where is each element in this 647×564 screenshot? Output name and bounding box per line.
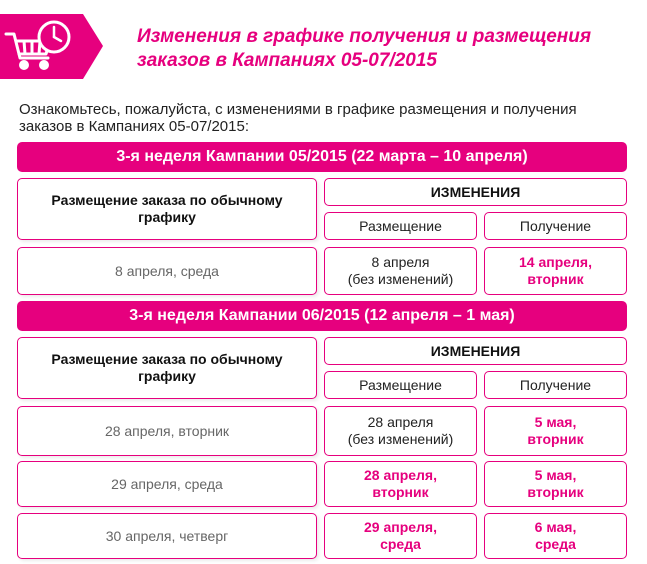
table-2-col-changes-header: ИЗМЕНЕНИЯ (324, 337, 627, 365)
page-title: Изменения в графике получения и размещения заказов в Кампаниях 05-07/2015 (137, 26, 592, 71)
table-1-row-1-receipt: 14 апреля, вторник (484, 247, 627, 295)
logo (0, 14, 103, 79)
table-2-row-3-placement: 29 апреля, среда (324, 513, 477, 559)
table-1-row-1-regular: 8 апреля, среда (17, 247, 317, 295)
table-2-col-regular-header: Размещение заказа по обычному графику (17, 337, 317, 399)
table-1-col-regular-header: Размещение заказа по обычному графику (17, 178, 317, 240)
table-2-row-1-receipt: 5 мая, вторник (484, 406, 627, 456)
table-2-heading: 3-я неделя Кампании 06/2015 (12 апреля – 1 мая) (17, 301, 627, 331)
table-2-row-3-regular: 30 апреля, четверг (17, 513, 317, 559)
table-2-row-2-receipt: 5 мая, вторник (484, 461, 627, 507)
table-2-row-2-regular: 29 апреля, среда (17, 461, 317, 507)
table-2-row-2-placement: 28 апреля, вторник (324, 461, 477, 507)
table-1-heading: 3-я неделя Кампании 05/2015 (22 марта – 10 апреля) (17, 142, 627, 172)
intro-text: Ознакомьтесь, пожалуйста, с изменениями в графике размещения и получения заказов в Кампаниях 05-07/2015: (19, 101, 577, 135)
table-1-col-receipt-header: Получение (484, 212, 627, 240)
table-2-col-placement-header: Размещение (324, 371, 477, 399)
table-1-row-1-placement: 8 апреля (без изменений) (324, 247, 477, 295)
table-2-row-1-regular: 28 апреля, вторник (17, 406, 317, 456)
table-2-col-receipt-header: Получение (484, 371, 627, 399)
table-1-col-placement-header: Размещение (324, 212, 477, 240)
table-2-row-1-placement: 28 апреля (без изменений) (324, 406, 477, 456)
table-2-row-3-receipt: 6 мая, среда (484, 513, 627, 559)
clock-icon (39, 22, 69, 52)
table-1-col-changes-header: ИЗМЕНЕНИЯ (324, 178, 627, 206)
